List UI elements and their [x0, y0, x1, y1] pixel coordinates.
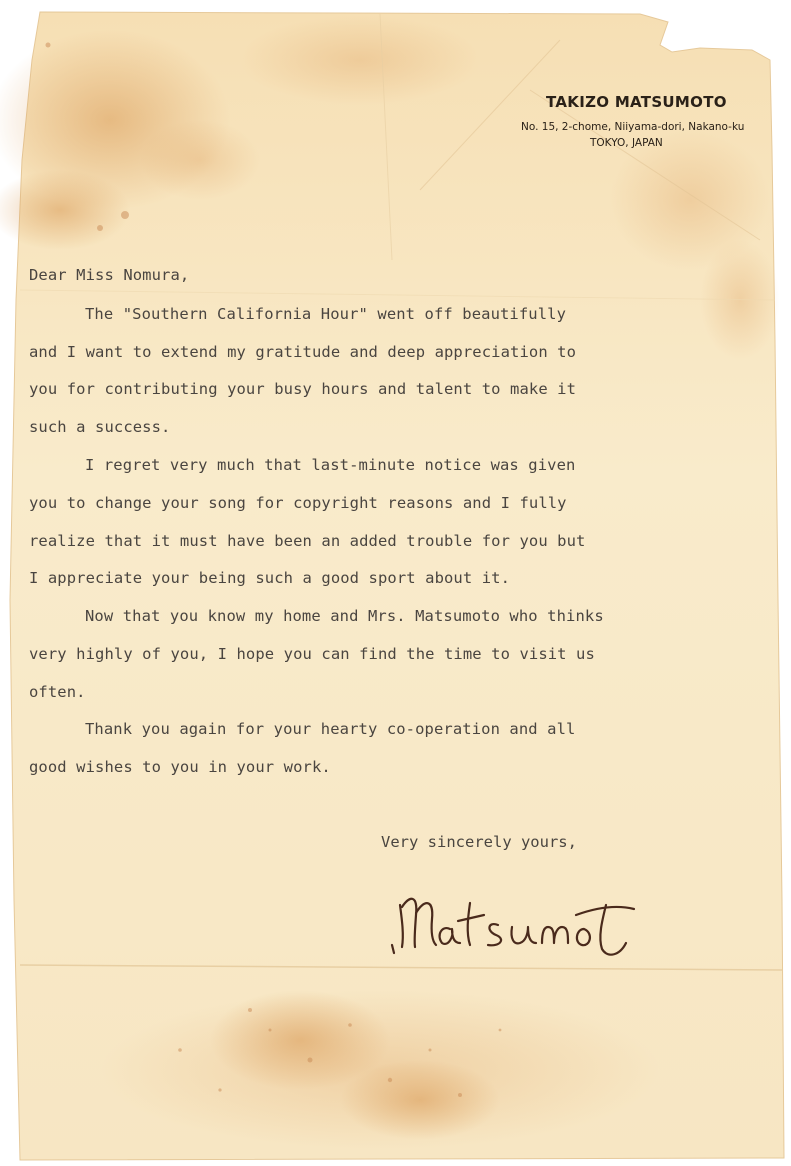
letterhead-address: No. 15, 2-chome, Niiyama-dori, Nakano-ku [521, 121, 745, 133]
closing: Very sincerely yours, [381, 833, 577, 851]
body-line: very highly of you, I hope you can find the time to visit us [29, 645, 595, 663]
body-line: realize that it must have been an added trouble for you but [29, 532, 586, 550]
signature [388, 885, 638, 965]
body-line: good wishes to you in your work. [29, 758, 331, 776]
letterhead-name: TAKIZO MATSUMOTO [546, 93, 727, 111]
body-line: you for contributing your busy hours and talent to make it [29, 380, 577, 398]
salutation: Dear Miss Nomura, [29, 266, 190, 284]
body-line: I regret very much that last-minute notice was given [85, 456, 576, 474]
body-line: often. [29, 683, 86, 701]
body-line: you to change your song for copyright reasons and I fully [29, 494, 567, 512]
body-line: The "Southern California Hour" went off beautifully [85, 305, 567, 323]
body-line: and I want to extend my gratitude and deep appreciation to [29, 343, 577, 361]
letterhead-city: TOKYO, JAPAN [590, 137, 663, 149]
body-line: I appreciate your being such a good sport about it. [29, 569, 511, 587]
body-line: Thank you again for your hearty co-operation and all [85, 720, 576, 738]
body-line: Now that you know my home and Mrs. Matsumoto who thinks [85, 607, 604, 625]
body-line: such a success. [29, 418, 171, 436]
